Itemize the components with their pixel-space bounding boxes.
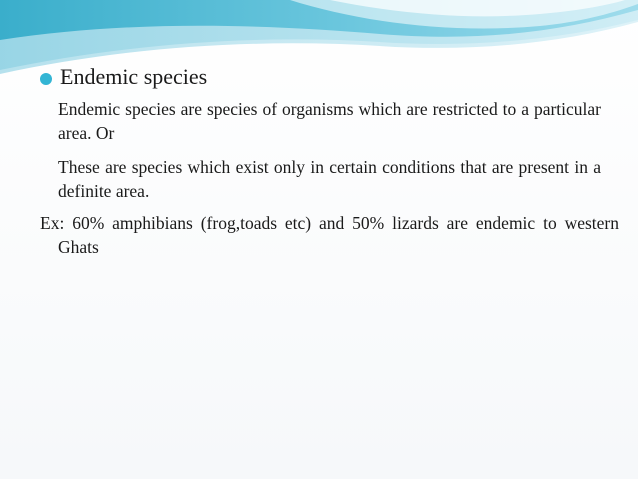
paragraph-explanation: These are species which exist only in certain conditions that are present in a definite area. — [58, 157, 601, 201]
paragraph-example: Ex: 60% amphibians (frog,toads etc) and 50% lizards are endemic to western Ghats — [40, 213, 619, 257]
slide-heading: Endemic species — [60, 64, 208, 89]
bullet-icon — [40, 73, 52, 85]
paragraph-definition: Endemic species are species of organisms which are restricted to a particular area. Or — [58, 99, 601, 143]
